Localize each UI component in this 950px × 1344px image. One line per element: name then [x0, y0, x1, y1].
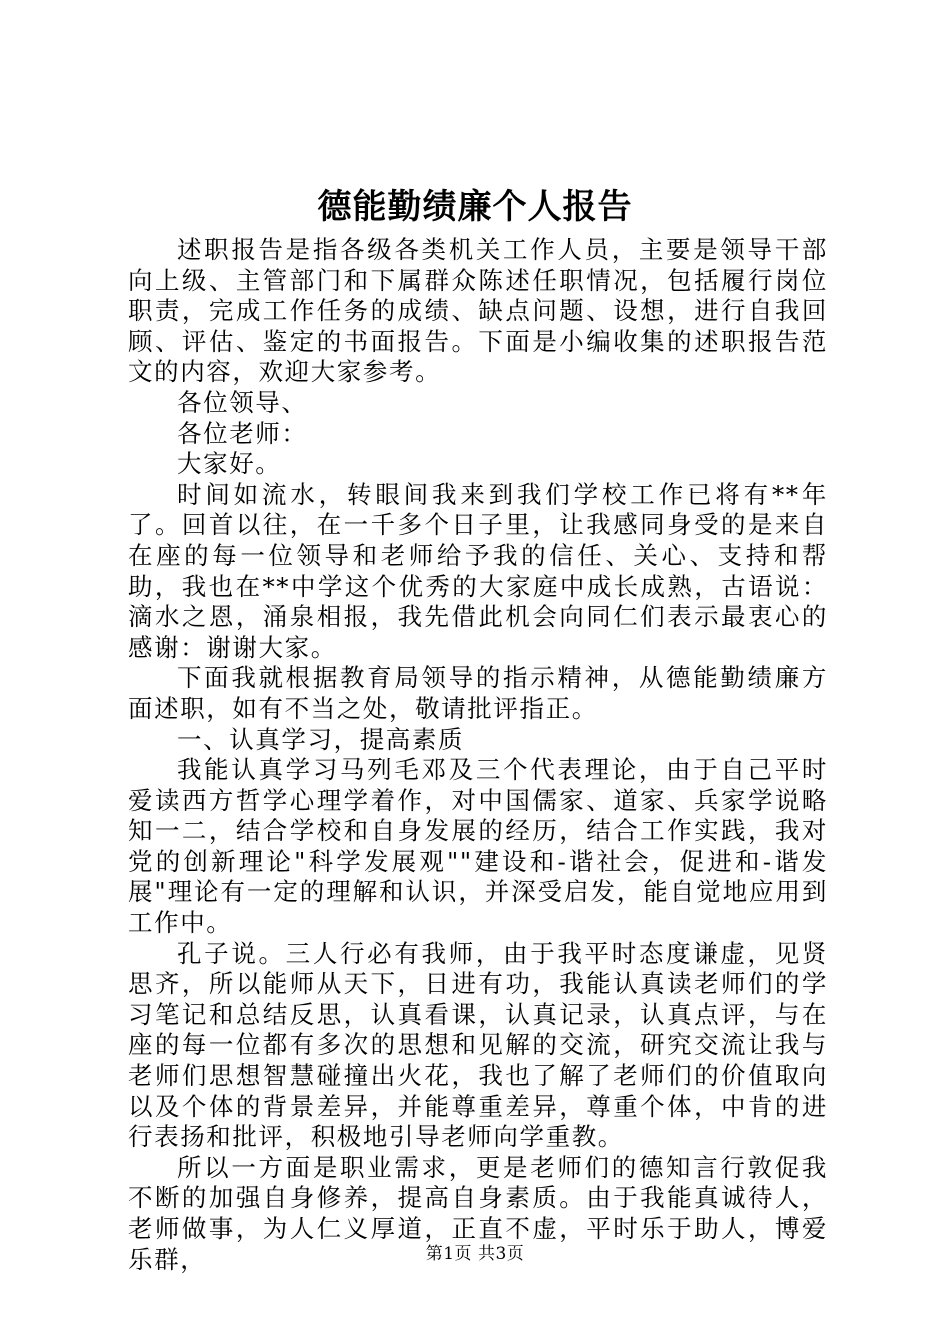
- paragraph-self-cultivation: 所以一方面是职业需求，更是老师们的德知言行敦促我不断的加强自身修养，提高自身素质。由于我能真诚待人，老师做事，为人仁义厚道，正直不虚，平时乐于助人，博爱乐群，: [128, 1152, 828, 1274]
- document-title: 德能勤绩廉个人报告: [317, 187, 633, 227]
- paragraph-report-intro: 下面我就根据教育局领导的指示精神，从德能勤绩廉方面述职，如有不当之处，敬请批评指正。: [128, 663, 828, 723]
- paragraph-intro: 述职报告是指各级各类机关工作人员，主要是领导干部向上级、主管部门和下属群众陈述任职情况，包括履行岗位职责，完成工作任务的成绩、缺点问题、设想，进行自我回顾、评估、鉴定的书面报告。下面是小编收集的述职报告范文的内容，欢迎大家参考。: [128, 235, 828, 387]
- paragraph-hello: 大家好。: [177, 449, 282, 479]
- paragraph-gratitude: 时间如流水，转眼间我来到我们学校工作已将有**年了。回首以往，在一千多个日子里，让我感同身受的是来自在座的每一位领导和老师给予我的信任、关心、支持和帮助，我也在**中学这个优秀的大家庭中成长成熟，古语说：滴水之恩，涌泉相报，我先借此机会向同仁们表示最衷心的感谢：谢谢大家。: [128, 479, 828, 662]
- paragraph-theory-study: 我能认真学习马列毛邓及三个代表理论，由于自己平时爱读西方哲学心理学着作，对中国儒家、道家、兵家学说略知一二，结合学校和自身发展的经历，结合工作实践，我对党的创新理论"科学发展观""建设和-谐社会，促进和-谐发展"理论有一定的理解和认识，并深受启发，能自觉地应用到工作中。: [128, 755, 828, 938]
- paragraph-confucius: 孔子说。三人行必有我师，由于我平时态度谦虚，见贤思齐，所以能师从天下，日进有功，我能认真读老师们的学习笔记和总结反思，认真看课，认真记录，认真点评，与在座的每一位都有多次的思想和见解的交流，研究交流让我与老师们思想智慧碰撞出火花，我也了解了老师们的价值取向以及个体的背景差异，并能尊重差异，尊重个体，中肯的进行表扬和批评，积极地引导老师向学重教。: [128, 938, 828, 1152]
- page-number-footer: 第1页 共3页: [425, 1244, 525, 1264]
- section-heading-study: 一、认真学习，提高素质: [177, 724, 465, 754]
- paragraph-greeting-leaders: 各位领导、: [177, 387, 308, 417]
- paragraph-greeting-teachers: 各位老师：: [177, 418, 308, 448]
- document-body: [128, 235, 828, 1275]
